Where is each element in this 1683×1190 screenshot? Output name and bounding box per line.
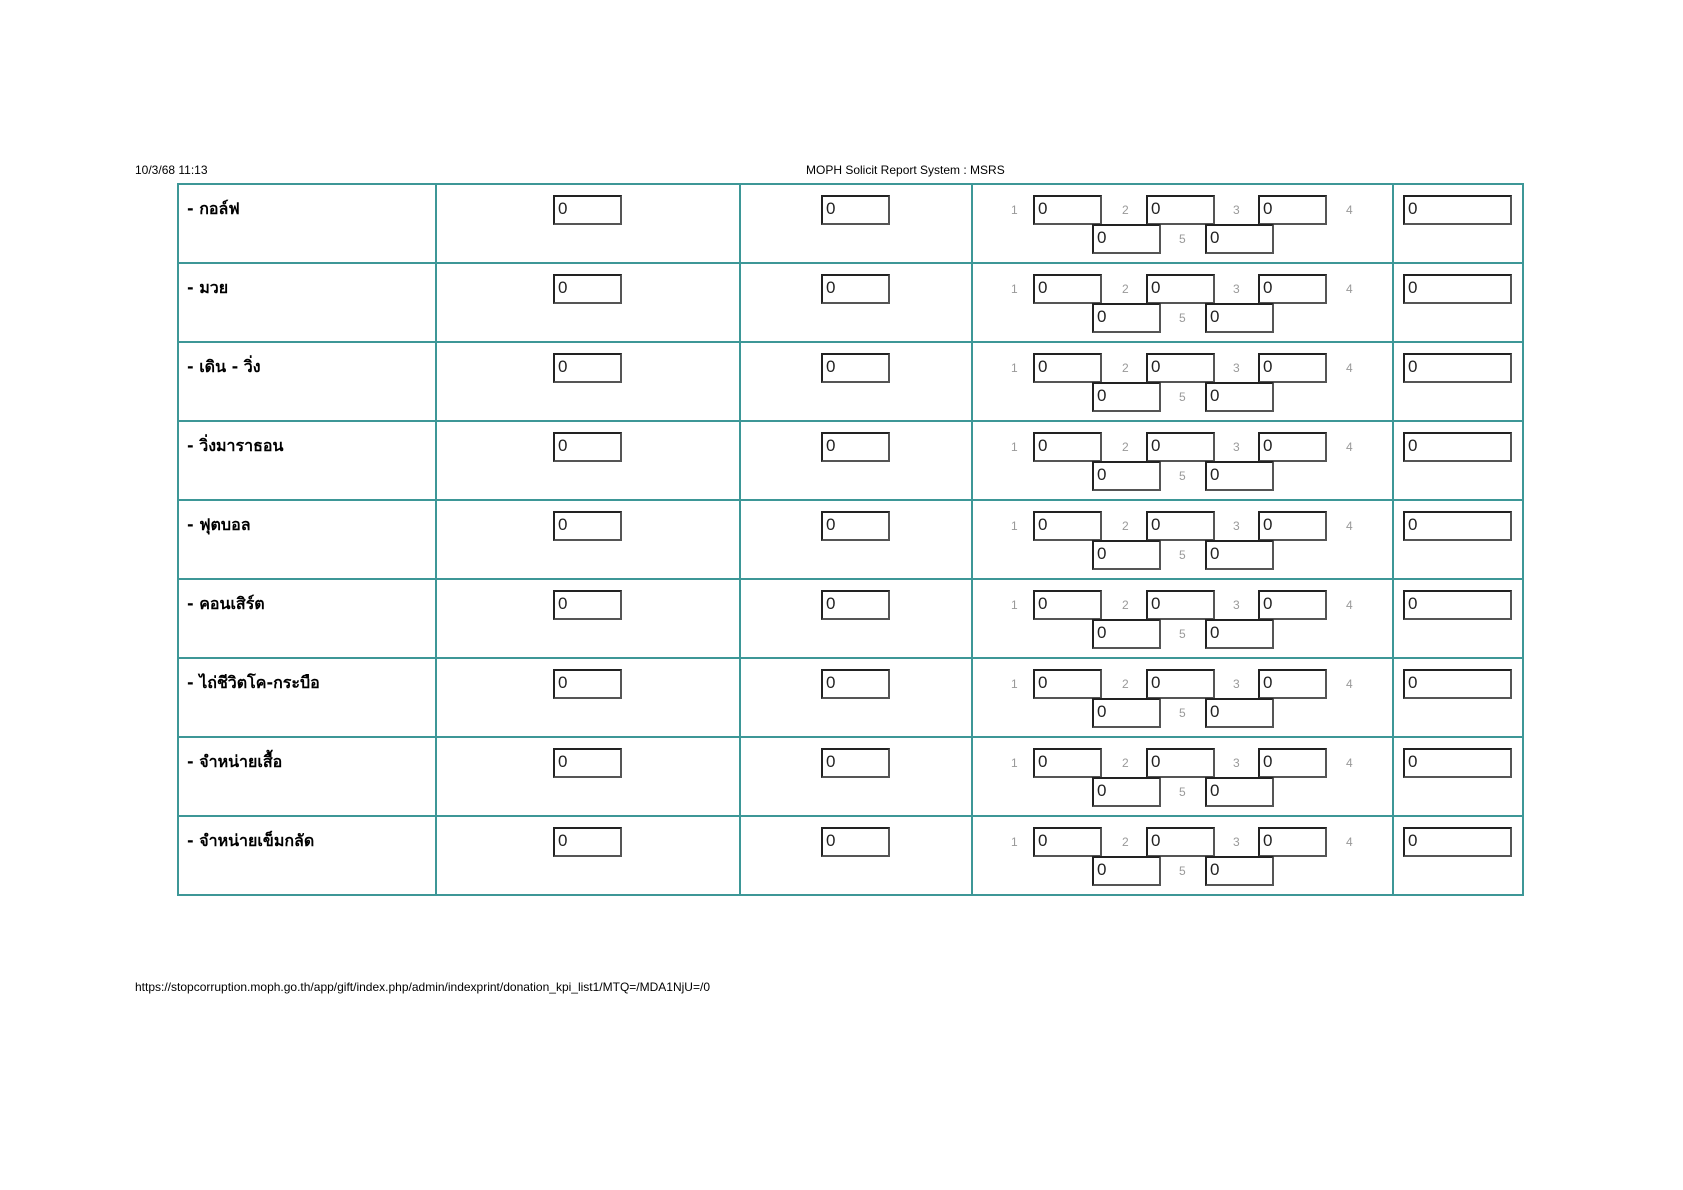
field-number-1: 1 xyxy=(1011,519,1018,533)
field-number-2: 2 xyxy=(1122,677,1129,691)
table-row xyxy=(178,500,1523,579)
breakdown-input-3[interactable]: 0 xyxy=(1258,195,1327,225)
breakdown-input-5[interactable]: 0 xyxy=(1205,382,1274,412)
amount-cell xyxy=(740,658,972,737)
category-cell xyxy=(178,579,436,658)
field-number-1: 1 xyxy=(1011,361,1018,375)
breakdown-cell xyxy=(972,263,1393,342)
kpi-table xyxy=(177,183,1524,896)
amount-cell xyxy=(740,737,972,816)
field-number-3: 3 xyxy=(1233,756,1240,770)
table-row xyxy=(178,579,1523,658)
count-cell xyxy=(436,816,740,895)
total-cell xyxy=(1393,816,1523,895)
count-cell xyxy=(436,500,740,579)
field-number-4: 4 xyxy=(1346,598,1353,612)
total-cell xyxy=(1393,737,1523,816)
amount-cell xyxy=(740,816,972,895)
category-label: - ไถ่ชีวิตโค-กระบือ xyxy=(187,673,320,692)
breakdown-input-3[interactable]: 0 xyxy=(1258,590,1327,620)
amount-input[interactable]: 0 xyxy=(821,669,890,699)
breakdown-input-4[interactable]: 0 xyxy=(1092,540,1161,570)
total-input[interactable]: 0 xyxy=(1403,511,1512,541)
amount-input[interactable]: 0 xyxy=(821,590,890,620)
field-number-5: 5 xyxy=(1179,469,1186,483)
field-number-1: 1 xyxy=(1011,282,1018,296)
breakdown-input-4[interactable]: 0 xyxy=(1092,698,1161,728)
field-number-2: 2 xyxy=(1122,835,1129,849)
total-input[interactable]: 0 xyxy=(1403,353,1512,383)
field-number-3: 3 xyxy=(1233,519,1240,533)
category-cell xyxy=(178,658,436,737)
amount-cell xyxy=(740,500,972,579)
total-cell xyxy=(1393,579,1523,658)
amount-input[interactable]: 0 xyxy=(821,432,890,462)
category-label: - จำหน่ายเสื้อ xyxy=(187,752,283,771)
count-input[interactable]: 0 xyxy=(553,748,622,778)
field-number-2: 2 xyxy=(1122,440,1129,454)
field-number-5: 5 xyxy=(1179,232,1186,246)
breakdown-cell xyxy=(972,658,1393,737)
category-cell xyxy=(178,500,436,579)
total-cell xyxy=(1393,263,1523,342)
category-label: - จำหน่ายเข็มกลัด xyxy=(187,831,315,850)
breakdown-input-5[interactable]: 0 xyxy=(1205,698,1274,728)
breakdown-input-2[interactable]: 0 xyxy=(1146,432,1215,462)
table-row xyxy=(178,263,1523,342)
field-number-4: 4 xyxy=(1346,282,1353,296)
field-number-1: 1 xyxy=(1011,756,1018,770)
field-number-1: 1 xyxy=(1011,835,1018,849)
field-number-5: 5 xyxy=(1179,311,1186,325)
total-input[interactable]: 0 xyxy=(1403,590,1512,620)
breakdown-input-5[interactable]: 0 xyxy=(1205,777,1274,807)
breakdown-input-1[interactable]: 0 xyxy=(1033,432,1102,462)
table-row xyxy=(178,342,1523,421)
count-cell xyxy=(436,184,740,263)
breakdown-input-5[interactable]: 0 xyxy=(1205,619,1274,649)
category-cell xyxy=(178,184,436,263)
count-input[interactable]: 0 xyxy=(553,827,622,857)
breakdown-cell xyxy=(972,184,1393,263)
breakdown-input-1[interactable]: 0 xyxy=(1033,669,1102,699)
field-number-3: 3 xyxy=(1233,835,1240,849)
breakdown-cell xyxy=(972,500,1393,579)
field-number-2: 2 xyxy=(1122,598,1129,612)
count-cell xyxy=(436,263,740,342)
field-number-5: 5 xyxy=(1179,864,1186,878)
breakdown-input-1[interactable]: 0 xyxy=(1033,827,1102,857)
category-label: - เดิน - วิ่ง xyxy=(187,357,261,376)
breakdown-input-3[interactable]: 0 xyxy=(1258,748,1327,778)
breakdown-input-1[interactable]: 0 xyxy=(1033,748,1102,778)
field-number-3: 3 xyxy=(1233,440,1240,454)
breakdown-input-2[interactable]: 0 xyxy=(1146,669,1215,699)
total-input[interactable]: 0 xyxy=(1403,669,1512,699)
count-cell xyxy=(436,421,740,500)
amount-input[interactable]: 0 xyxy=(821,353,890,383)
category-label: - คอนเสิร์ต xyxy=(187,594,265,613)
field-number-4: 4 xyxy=(1346,756,1353,770)
page-title: MOPH Solicit Report System : MSRS xyxy=(806,163,1005,177)
amount-cell xyxy=(740,579,972,658)
breakdown-input-3[interactable]: 0 xyxy=(1258,827,1327,857)
breakdown-input-4[interactable]: 0 xyxy=(1092,224,1161,254)
table-row xyxy=(178,737,1523,816)
field-number-5: 5 xyxy=(1179,785,1186,799)
category-label: - ฟุตบอล xyxy=(187,515,251,534)
breakdown-input-1[interactable]: 0 xyxy=(1033,511,1102,541)
field-number-3: 3 xyxy=(1233,361,1240,375)
amount-input[interactable]: 0 xyxy=(821,511,890,541)
breakdown-input-3[interactable]: 0 xyxy=(1258,511,1327,541)
breakdown-input-5[interactable]: 0 xyxy=(1205,856,1274,886)
category-label: - วิ่งมาราธอน xyxy=(187,436,284,455)
count-cell xyxy=(436,342,740,421)
field-number-3: 3 xyxy=(1233,677,1240,691)
breakdown-cell xyxy=(972,421,1393,500)
total-input[interactable]: 0 xyxy=(1403,748,1512,778)
field-number-2: 2 xyxy=(1122,519,1129,533)
field-number-1: 1 xyxy=(1011,440,1018,454)
total-input[interactable]: 0 xyxy=(1403,274,1512,304)
count-input[interactable]: 0 xyxy=(553,353,622,383)
amount-cell xyxy=(740,421,972,500)
breakdown-input-2[interactable]: 0 xyxy=(1146,590,1215,620)
field-number-4: 4 xyxy=(1346,835,1353,849)
breakdown-input-1[interactable]: 0 xyxy=(1033,353,1102,383)
total-cell xyxy=(1393,658,1523,737)
amount-input[interactable]: 0 xyxy=(821,274,890,304)
field-number-4: 4 xyxy=(1346,519,1353,533)
total-cell xyxy=(1393,184,1523,263)
breakdown-input-2[interactable]: 0 xyxy=(1146,353,1215,383)
breakdown-input-1[interactable]: 0 xyxy=(1033,274,1102,304)
field-number-5: 5 xyxy=(1179,390,1186,404)
field-number-2: 2 xyxy=(1122,361,1129,375)
field-number-5: 5 xyxy=(1179,706,1186,720)
table-row xyxy=(178,816,1523,895)
amount-input[interactable]: 0 xyxy=(821,195,890,225)
breakdown-input-4[interactable]: 0 xyxy=(1092,619,1161,649)
field-number-4: 4 xyxy=(1346,203,1353,217)
breakdown-input-5[interactable]: 0 xyxy=(1205,461,1274,491)
breakdown-input-1[interactable]: 0 xyxy=(1033,590,1102,620)
print-date: 10/3/68 11:13 xyxy=(135,163,208,177)
field-number-4: 4 xyxy=(1346,361,1353,375)
category-cell xyxy=(178,421,436,500)
breakdown-input-2[interactable]: 0 xyxy=(1146,827,1215,857)
field-number-4: 4 xyxy=(1346,677,1353,691)
breakdown-input-2[interactable]: 0 xyxy=(1146,511,1215,541)
field-number-2: 2 xyxy=(1122,282,1129,296)
footer-url: https://stopcorruption.moph.go.th/app/gift/index.php/admin/indexprint/donation_kpi_list1/MTQ=/MDA1NjU=/0 xyxy=(135,980,710,994)
table-row xyxy=(178,421,1523,500)
count-input[interactable]: 0 xyxy=(553,274,622,304)
breakdown-input-3[interactable]: 0 xyxy=(1258,353,1327,383)
breakdown-cell xyxy=(972,816,1393,895)
field-number-3: 3 xyxy=(1233,282,1240,296)
count-cell xyxy=(436,579,740,658)
breakdown-input-2[interactable]: 0 xyxy=(1146,748,1215,778)
count-input[interactable]: 0 xyxy=(553,590,622,620)
category-label: - กอล์ฟ xyxy=(187,199,240,218)
category-cell xyxy=(178,737,436,816)
field-number-3: 3 xyxy=(1233,203,1240,217)
breakdown-input-3[interactable]: 0 xyxy=(1258,432,1327,462)
category-cell xyxy=(178,342,436,421)
field-number-1: 1 xyxy=(1011,677,1018,691)
total-cell xyxy=(1393,421,1523,500)
field-number-1: 1 xyxy=(1011,598,1018,612)
table-row xyxy=(178,184,1523,263)
count-input[interactable]: 0 xyxy=(553,432,622,462)
breakdown-input-5[interactable]: 0 xyxy=(1205,224,1274,254)
total-input[interactable]: 0 xyxy=(1403,827,1512,857)
breakdown-input-1[interactable]: 0 xyxy=(1033,195,1102,225)
breakdown-input-5[interactable]: 0 xyxy=(1205,540,1274,570)
category-label: - มวย xyxy=(187,278,229,297)
breakdown-cell xyxy=(972,737,1393,816)
amount-cell xyxy=(740,263,972,342)
breakdown-cell xyxy=(972,579,1393,658)
total-cell xyxy=(1393,500,1523,579)
field-number-4: 4 xyxy=(1346,440,1353,454)
total-cell xyxy=(1393,342,1523,421)
count-input[interactable]: 0 xyxy=(553,669,622,699)
category-cell xyxy=(178,263,436,342)
count-input[interactable]: 0 xyxy=(553,195,622,225)
breakdown-input-4[interactable]: 0 xyxy=(1092,856,1161,886)
breakdown-input-4[interactable]: 0 xyxy=(1092,461,1161,491)
total-input[interactable]: 0 xyxy=(1403,432,1512,462)
category-cell xyxy=(178,816,436,895)
table-row xyxy=(178,658,1523,737)
field-number-3: 3 xyxy=(1233,598,1240,612)
count-cell xyxy=(436,737,740,816)
amount-cell xyxy=(740,184,972,263)
count-cell xyxy=(436,658,740,737)
field-number-1: 1 xyxy=(1011,203,1018,217)
breakdown-input-3[interactable]: 0 xyxy=(1258,274,1327,304)
field-number-2: 2 xyxy=(1122,756,1129,770)
breakdown-input-3[interactable]: 0 xyxy=(1258,669,1327,699)
amount-input[interactable]: 0 xyxy=(821,827,890,857)
breakdown-input-2[interactable]: 0 xyxy=(1146,274,1215,304)
breakdown-cell xyxy=(972,342,1393,421)
field-number-5: 5 xyxy=(1179,627,1186,641)
field-number-5: 5 xyxy=(1179,548,1186,562)
breakdown-input-4[interactable]: 0 xyxy=(1092,382,1161,412)
breakdown-input-2[interactable]: 0 xyxy=(1146,195,1215,225)
breakdown-input-4[interactable]: 0 xyxy=(1092,303,1161,333)
breakdown-input-5[interactable]: 0 xyxy=(1205,303,1274,333)
total-input[interactable]: 0 xyxy=(1403,195,1512,225)
field-number-2: 2 xyxy=(1122,203,1129,217)
breakdown-input-4[interactable]: 0 xyxy=(1092,777,1161,807)
amount-cell xyxy=(740,342,972,421)
count-input[interactable]: 0 xyxy=(553,511,622,541)
amount-input[interactable]: 0 xyxy=(821,748,890,778)
